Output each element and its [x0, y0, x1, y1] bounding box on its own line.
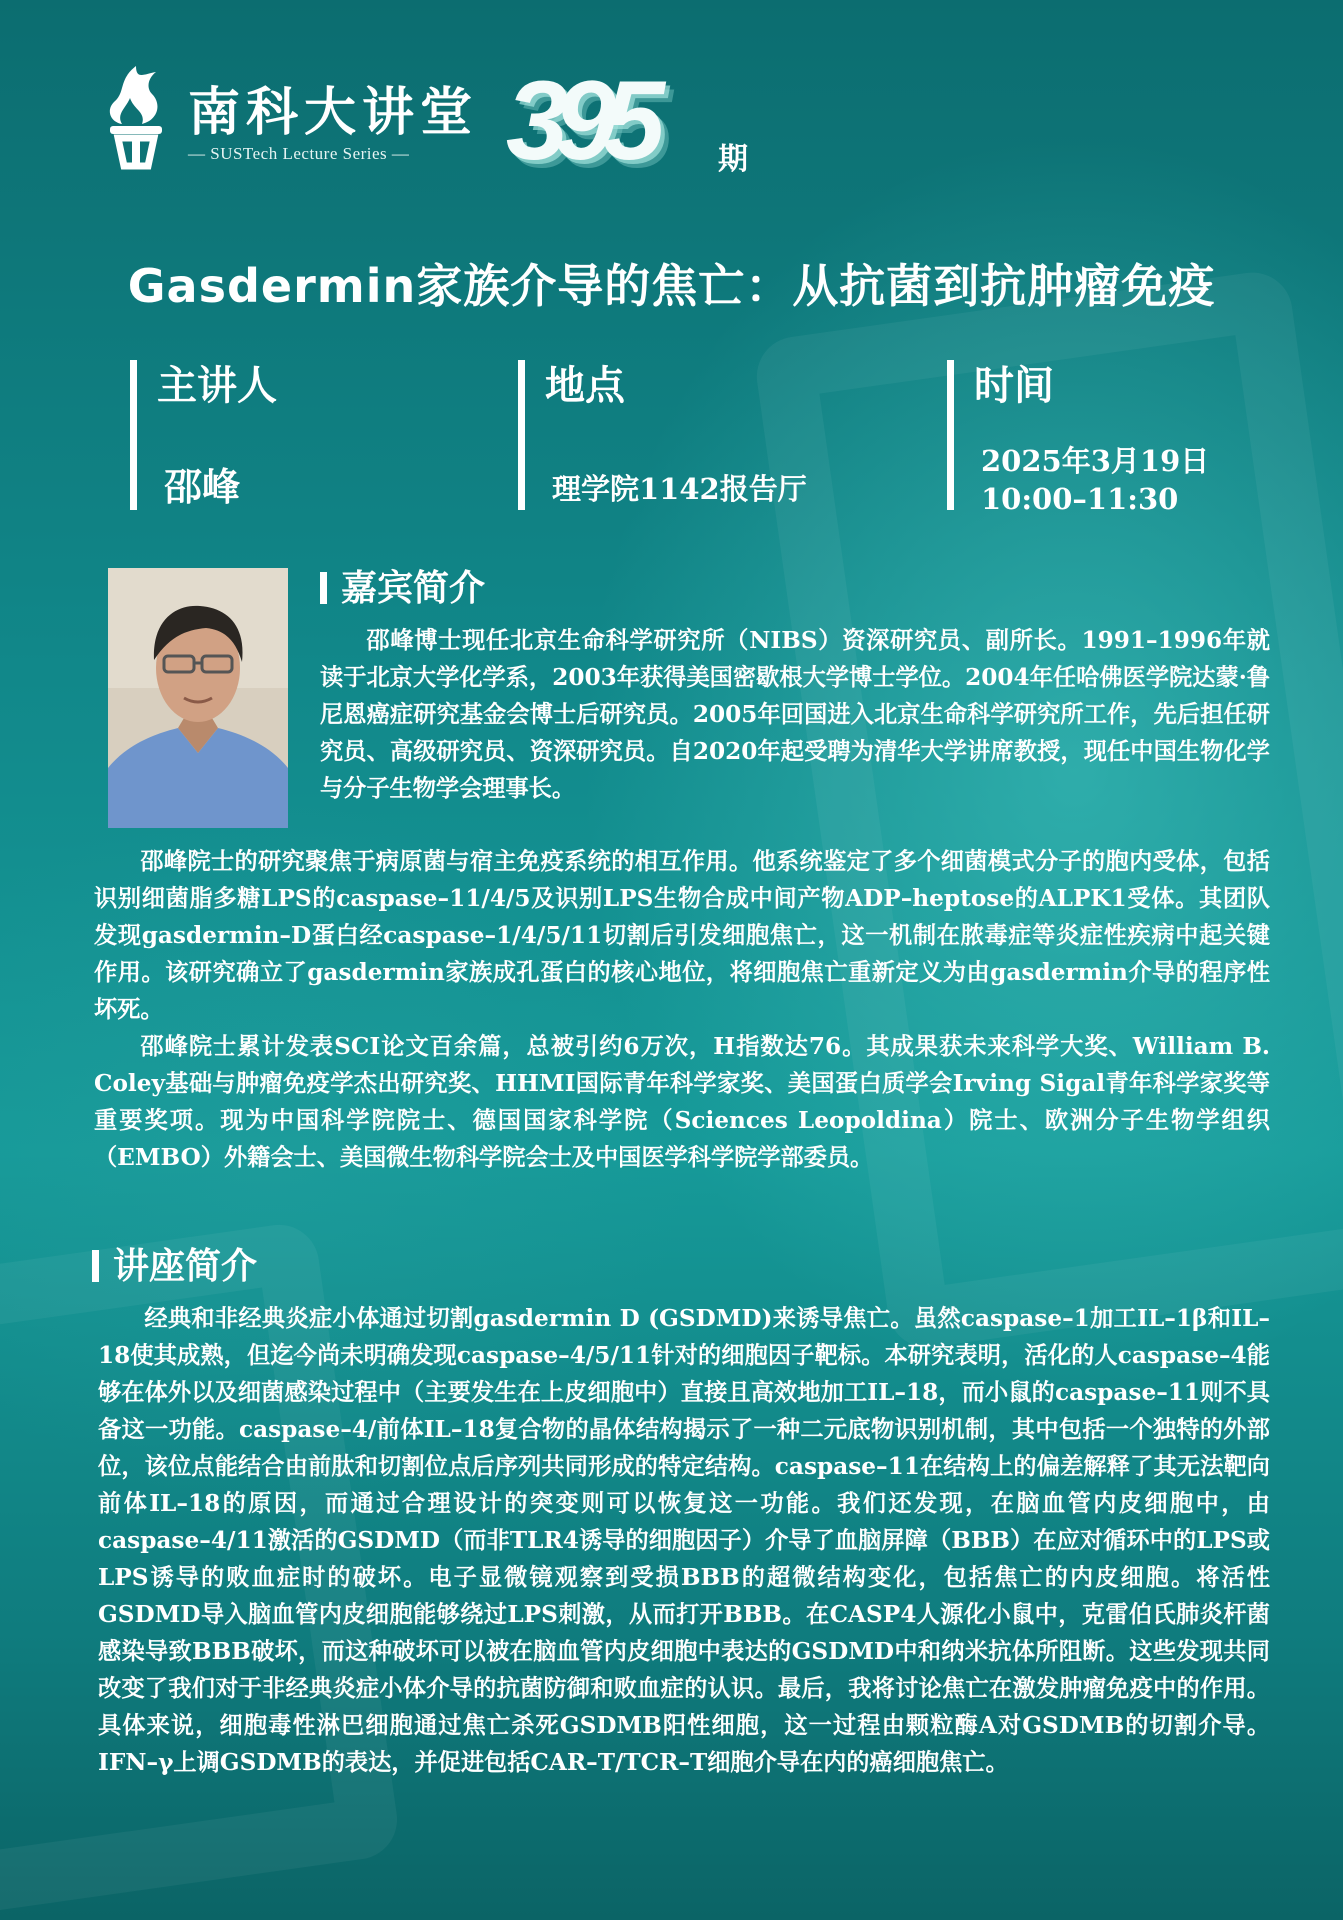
speaker-photo — [108, 568, 288, 828]
speaker-name: 邵峰 — [164, 464, 241, 509]
speaker-block — [130, 360, 277, 510]
issue-number: 395 — [506, 58, 651, 183]
time-block — [947, 360, 1210, 516]
guest-intro-paragraph-3: 邵峰院士累计发表SCI论文百余篇，总被引约6万次，H指数达76。其成果获未来科学大奖、William B. Coley基础与肿瘤免疫学杰出研究奖、HHMI国际青年科学家奖、美国蛋白质学会Irving Sigal青年科学家奖等重要奖项。现为中国科学院院士、德国国家科学院（Sciences Leopoldina）院士、欧洲分子生物学组织（EMBO）外籍会士、美国微生物科学院会士及中国医学科学院学部委员。 — [94, 1033, 1270, 1171]
heading-bar — [320, 572, 327, 604]
speaker-portrait-image — [108, 568, 288, 828]
location-block — [518, 360, 807, 510]
logo-title: 南科大讲堂 — [188, 82, 479, 143]
lecture-intro-heading-text: 讲座简介 — [113, 1246, 258, 1287]
time-range-value: 10:00–11:30 — [981, 482, 1179, 516]
logo-subtitle: — SUSTech Lecture Series — — [188, 144, 410, 163]
lecture-title: Gasdermin家族介导的焦亡：从抗菌到抗肿瘤免疫 — [127, 259, 1216, 313]
date-value: 2025年3月19日 — [981, 444, 1210, 478]
guest-intro-heading-text: 嘉宾简介 — [341, 568, 486, 609]
heading-bar — [92, 1250, 99, 1282]
torch-logo-icon — [96, 62, 176, 172]
logo-row — [96, 58, 796, 183]
guest-intro-paragraph-2: 邵峰院士的研究聚焦于病原菌与宿主免疫系统的相互作用。他系统鉴定了多个细菌模式分子的胞内受体，包括识别细菌脂多糖LPS的caspase–11/4/5及识别LPS生物合成中间产物ADP–heptose的ALPK1受体。其团队发现gasdermin–D蛋白经caspase–1/4/5/11切割后引发细胞焦亡，这一机制在脓毒症等炎症性疾病中起关键作用。该研究确立了gasdermin家族成孔蛋白的核心地位，将细胞焦亡重新定义为由gasdermin介导的程序性坏死。 — [94, 848, 1270, 1023]
speaker-label: 主讲人 — [157, 363, 277, 409]
guest-intro-heading — [320, 560, 485, 611]
guest-intro-paragraph-1: 邵峰博士现任北京生命科学研究所（NIBS）资深研究员、副所长。1991–1996年就读于北京大学化学系，2003年获得美国密歇根大学博士学位。2004年任哈佛医学院达蒙·鲁尼恩癌症研究基金会博士后研究员。2005年回国进入北京生命科学研究所工作，先后担任研究员、高级研究员、资深研究员。自2020年起受聘为清华大学讲席教授，现任中国生物化学与分子生物学会理事长。 — [320, 627, 1270, 802]
location-label: 地点 — [545, 363, 625, 409]
lecture-intro-paragraph: 经典和非经典炎症小体通过切割gasdermin D (GSDMD)来诱导焦亡。虽然caspase–1加工IL–1β和IL–18使其成熟，但迄今尚未明确发现caspase–4/5/11针对的细胞因子靶标。本研究表明，活化的人caspase–4能够在体外以及细菌感染过程中（主要发生在上皮细胞中）直接且高效地加工IL–18，而小鼠的caspase–11则不具备这一功能。caspase–4/前体IL–18复合物的晶体结构揭示了一种二元底物识别机制，其中包括一个独特的外部位，该位点能结合由前肽和切割位点后序列共同形成的特定结构。caspase–11在结构上的偏差解释了其无法靶向前体IL–18的原因，而通过合理设计的突变则可以恢复这一功能。我们还发现，在脑血管内皮细胞中，由caspase–4/11激活的GSDMD（而非TLR4诱导的细胞因子）介导了血脑屏障（BBB）在应对循环中的LPS或LPS诱导的败血症时的破坏。电子显微镜观察到受损BBB的超微结构变化，包括焦亡的内皮细胞。将活性GSDMD导入脑血管内皮细胞能够绕过LPS刺激，从而打开BBB。在CASP4人源化小鼠中，克雷伯氏肺炎杆菌感染导致BBB破坏，而这种破坏可以被在脑血管内皮细胞中表达的GSDMD中和纳米抗体所阻断。这些发现共同改变了我们对于非经典炎症小体介导的抗菌防御和败血症的认识。最后，我将讨论焦亡在激发肿瘤免疫中的作用。具体来说，细胞毒性淋巴细胞通过焦亡杀死GSDMB阳性细胞，这一过程由颗粒酶A对GSDMB的切割介导。IFN–γ上调GSDMB的表达，并促进包括CAR–T/TCR–T细胞介导在内的癌细胞焦亡。 — [98, 1305, 1270, 1776]
lecture-intro-heading — [92, 1238, 257, 1289]
time-label: 时间 — [974, 363, 1054, 409]
issue-suffix: 期 — [718, 142, 748, 177]
location-value: 理学院1142报告厅 — [552, 472, 807, 506]
